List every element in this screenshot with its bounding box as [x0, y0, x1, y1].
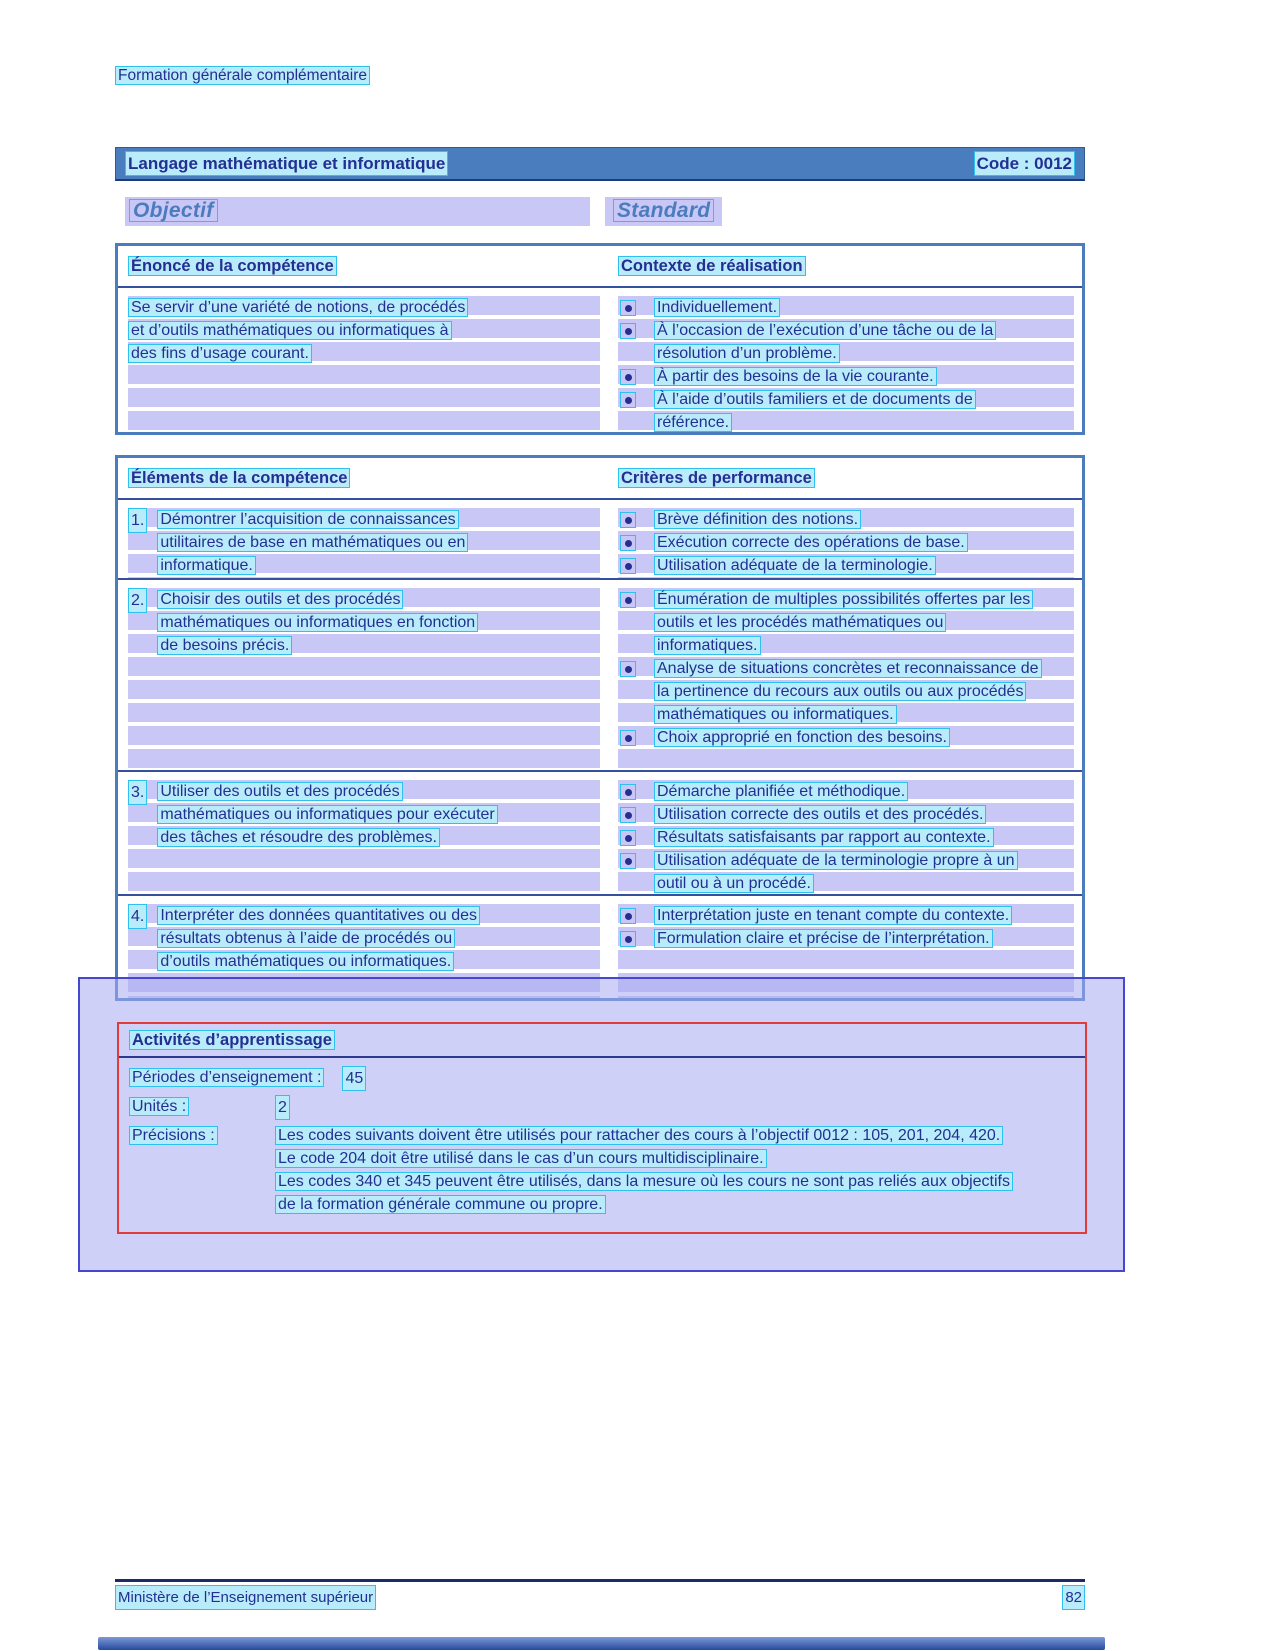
criteria-item: [618, 508, 1074, 531]
page-bottom-bar: [98, 1637, 1105, 1650]
bullet-dot: [625, 563, 632, 570]
bullet-dot: [625, 540, 632, 547]
statement-text: Se servir d’une variété de notions, de procédés et d’outils mathématiques ou informatiques à des fins d’usage courant.: [128, 298, 468, 363]
competence-table: [115, 243, 1085, 435]
element-text-wrap: [157, 780, 497, 849]
statement-text-wrap: [128, 296, 468, 365]
precisions-label: Précisions :: [129, 1126, 218, 1145]
element-row-2: [118, 578, 1082, 770]
context-bullet-wrap: [654, 319, 1039, 365]
bullet-icon: [620, 592, 636, 608]
element-cell-2: [118, 580, 608, 770]
header-text: Formation générale complémentaire: [115, 66, 370, 85]
criteria-item: [618, 780, 1074, 803]
element-number: 4.: [128, 904, 147, 929]
periods-field: [129, 1066, 1075, 1091]
criteria-text-wrap: [654, 849, 1039, 894]
precisions-line-text: Les codes 340 et 345 peuvent être utilisés, dans la mesure où les cours ne sont pas reliés aux objectifs de la formation générale commune ou propre.: [275, 1172, 1013, 1214]
precisions-line: [275, 1124, 1015, 1147]
bullet-icon: [620, 931, 636, 947]
context-bullet-text: À l’occasion de l’exécution d’une tâche ou de la résolution d’un problème.: [654, 321, 996, 363]
bullet-icon: [620, 807, 636, 823]
standard-label: Standard: [613, 199, 714, 222]
criteria-text: Énumération de multiples possibilités offertes par les outils et les procédés mathématiques ou informatiques.: [654, 590, 1033, 655]
criteria-text: Utilisation adéquate de la terminologie.: [654, 556, 936, 575]
title-bar-code: Code : 0012: [974, 151, 1075, 176]
element-text-wrap: [157, 588, 497, 657]
title-bar: [115, 147, 1085, 181]
standard-heading: [605, 197, 1085, 226]
element-text-wrap: [157, 508, 497, 577]
precisions-field: [129, 1124, 1075, 1216]
bullet-icon: [620, 512, 636, 528]
periods-label-wrap: [129, 1066, 324, 1089]
bullet-icon: [620, 300, 636, 316]
bullet-icon: [620, 323, 636, 339]
bullet-icon: [620, 830, 636, 846]
criteria-cell-1: [608, 500, 1082, 578]
footer: [115, 1585, 1085, 1610]
activities-box: [117, 1022, 1087, 1234]
bullet-icon: [620, 730, 636, 746]
header-enonce-text: Énoncé de la compétence: [128, 256, 337, 276]
header-enonce: [118, 246, 608, 286]
elements-table: [115, 455, 1085, 1001]
header-contexte: [608, 246, 1082, 286]
bullet-dot: [625, 835, 632, 842]
bullet-dot: [625, 328, 632, 335]
competence-table-header: [118, 246, 1082, 286]
criteria-item: [618, 554, 1074, 577]
units-label: Unités :: [129, 1097, 189, 1116]
context-cell: [608, 288, 1082, 432]
bullet-icon: [620, 535, 636, 551]
element-cell-1: [118, 500, 608, 578]
criteria-text: Résultats satisfaisants par rapport au contexte.: [654, 828, 994, 847]
context-bullet-item: [618, 296, 1074, 319]
criteria-text: Utilisation adéquate de la terminologie propre à un outil ou à un procédé.: [654, 851, 1018, 893]
element-cell-3: [118, 772, 608, 894]
bullet-dot: [625, 305, 632, 312]
bullet-dot: [625, 397, 632, 404]
criteria-item: [618, 927, 1074, 950]
precisions-label-wrap: [129, 1124, 257, 1147]
criteria-text-wrap: [654, 508, 861, 531]
bullet-dot: [625, 735, 632, 742]
context-bullet-item: [618, 319, 1074, 365]
element-number: 3.: [128, 780, 147, 805]
context-bullet-wrap: [654, 296, 780, 319]
criteria-text-wrap: [654, 531, 968, 554]
objectif-heading: [125, 197, 590, 226]
criteria-item: [618, 803, 1074, 826]
criteria-text: Formulation claire et précise de l’interprétation.: [654, 929, 993, 948]
element-row-1: [118, 498, 1082, 578]
precisions-text: [275, 1124, 1075, 1216]
periods-label: Périodes d’enseignement :: [129, 1068, 324, 1087]
activities-title: Activités d’apprentissage: [129, 1030, 335, 1050]
criteria-text-wrap: [654, 588, 1039, 657]
criteria-text: Interprétation juste en tenant compte du contexte.: [654, 906, 1012, 925]
criteria-item: [618, 904, 1074, 927]
element-text: Démontrer l’acquisition de connaissances utilitaires de base en mathématiques ou en informatique.: [157, 510, 468, 575]
criteria-text-wrap: [654, 826, 994, 849]
objectif-label: Objectif: [129, 199, 218, 222]
bullet-dot: [625, 936, 632, 943]
bullet-dot: [625, 812, 632, 819]
statement-cell: [118, 288, 608, 432]
units-label-wrap: [129, 1095, 257, 1118]
elements-table-header: [118, 458, 1082, 498]
context-bullet-text: À l’aide d’outils familiers et de documents de référence.: [654, 390, 976, 432]
header-elements-text: Éléments de la compétence: [128, 468, 350, 488]
header-elements: [118, 458, 608, 498]
precisions-line-text: Le code 204 doit être utilisé dans le cas d’un cours multidisciplinaire.: [275, 1149, 767, 1168]
context-bullet-wrap: [654, 388, 1039, 432]
footer-ministry: Ministère de l’Enseignement supérieur: [115, 1585, 376, 1610]
context-bullet-wrap: [654, 365, 937, 388]
footer-page-number: 82: [1062, 1585, 1085, 1610]
criteria-text-wrap: [654, 726, 950, 749]
criteria-text: Démarche planifiée et méthodique.: [654, 782, 908, 801]
header-criteres: [608, 458, 1082, 498]
element-row-3: [118, 770, 1082, 894]
element-number: 1.: [128, 508, 147, 533]
standard-heading-pill: [605, 197, 722, 226]
criteria-text: Analyse de situations concrètes et reconnaissance de la pertinence du recours aux outils ou aux procédés mathématiques ou informatiques.: [654, 659, 1042, 724]
criteria-text-wrap: [654, 904, 1012, 927]
criteria-item: [618, 849, 1074, 894]
context-bullet-text: À partir des besoins de la vie courante.: [654, 367, 937, 386]
criteria-cell-3: [608, 772, 1082, 894]
bullet-dot: [625, 858, 632, 865]
context-bullet-item: [618, 365, 1074, 388]
criteria-item: [618, 657, 1074, 726]
element-text-wrap: [157, 904, 497, 973]
activities-overlay-box: [78, 977, 1125, 1272]
bullet-icon: [620, 784, 636, 800]
bullet-dot: [625, 597, 632, 604]
bullet-icon: [620, 558, 636, 574]
section-headings: [115, 197, 1085, 226]
bullet-icon: [620, 908, 636, 924]
units-field: [129, 1095, 1075, 1120]
bullet-dot: [625, 789, 632, 796]
criteria-text-wrap: [654, 780, 908, 803]
criteria-text-wrap: [654, 803, 986, 826]
criteria-text-wrap: [654, 657, 1039, 726]
header-criteres-text: Critères de performance: [618, 468, 815, 488]
criteria-item: [618, 726, 1074, 749]
document-header-label: [115, 64, 370, 87]
element-text: Interpréter des données quantitatives ou des résultats obtenus à l’aide de procédés ou d’outils mathématiques ou informatiques.: [157, 906, 480, 971]
element-number: 2.: [128, 588, 147, 613]
precisions-line-text: Les codes suivants doivent être utilisés pour rattacher des cours à l’objectif 0012 : 105, 201, 204, 420.: [275, 1126, 1003, 1145]
competence-table-body: [118, 286, 1082, 432]
criteria-cell-2: [608, 580, 1082, 770]
bullet-icon: [620, 369, 636, 385]
criteria-text: Brève définition des notions.: [654, 510, 861, 529]
activities-title-row: [119, 1024, 1085, 1058]
criteria-item: [618, 826, 1074, 849]
title-bar-title: Langage mathématique et informatique: [125, 151, 448, 176]
context-bullet-item: [618, 388, 1074, 432]
bullet-icon: [620, 661, 636, 677]
bullet-dot: [625, 374, 632, 381]
criteria-text: Exécution correcte des opérations de base.: [654, 533, 968, 552]
units-value: 2: [275, 1095, 290, 1120]
context-bullet-text: Individuellement.: [654, 298, 780, 317]
bullet-icon: [620, 392, 636, 408]
footer-rule: [115, 1579, 1085, 1582]
precisions-line: [275, 1147, 1015, 1170]
header-contexte-text: Contexte de réalisation: [618, 256, 806, 276]
criteria-item: [618, 588, 1074, 657]
element-text: Utiliser des outils et des procédés mathématiques ou informatiques pour exécuter des tâches et résoudre des problèmes.: [157, 782, 497, 847]
criteria-text-wrap: [654, 554, 936, 577]
bullet-icon: [620, 853, 636, 869]
criteria-text-wrap: [654, 927, 993, 950]
precisions-line: [275, 1170, 1015, 1216]
periods-value: 45: [342, 1066, 366, 1091]
criteria-text: Utilisation correcte des outils et des procédés.: [654, 805, 986, 824]
bullet-dot: [625, 666, 632, 673]
element-text: Choisir des outils et des procédés mathématiques ou informatiques en fonction de besoins précis.: [157, 590, 478, 655]
bullet-dot: [625, 517, 632, 524]
criteria-item: [618, 531, 1074, 554]
activities-body: [119, 1058, 1085, 1230]
bullet-dot: [625, 913, 632, 920]
criteria-text: Choix approprié en fonction des besoins.: [654, 728, 950, 747]
